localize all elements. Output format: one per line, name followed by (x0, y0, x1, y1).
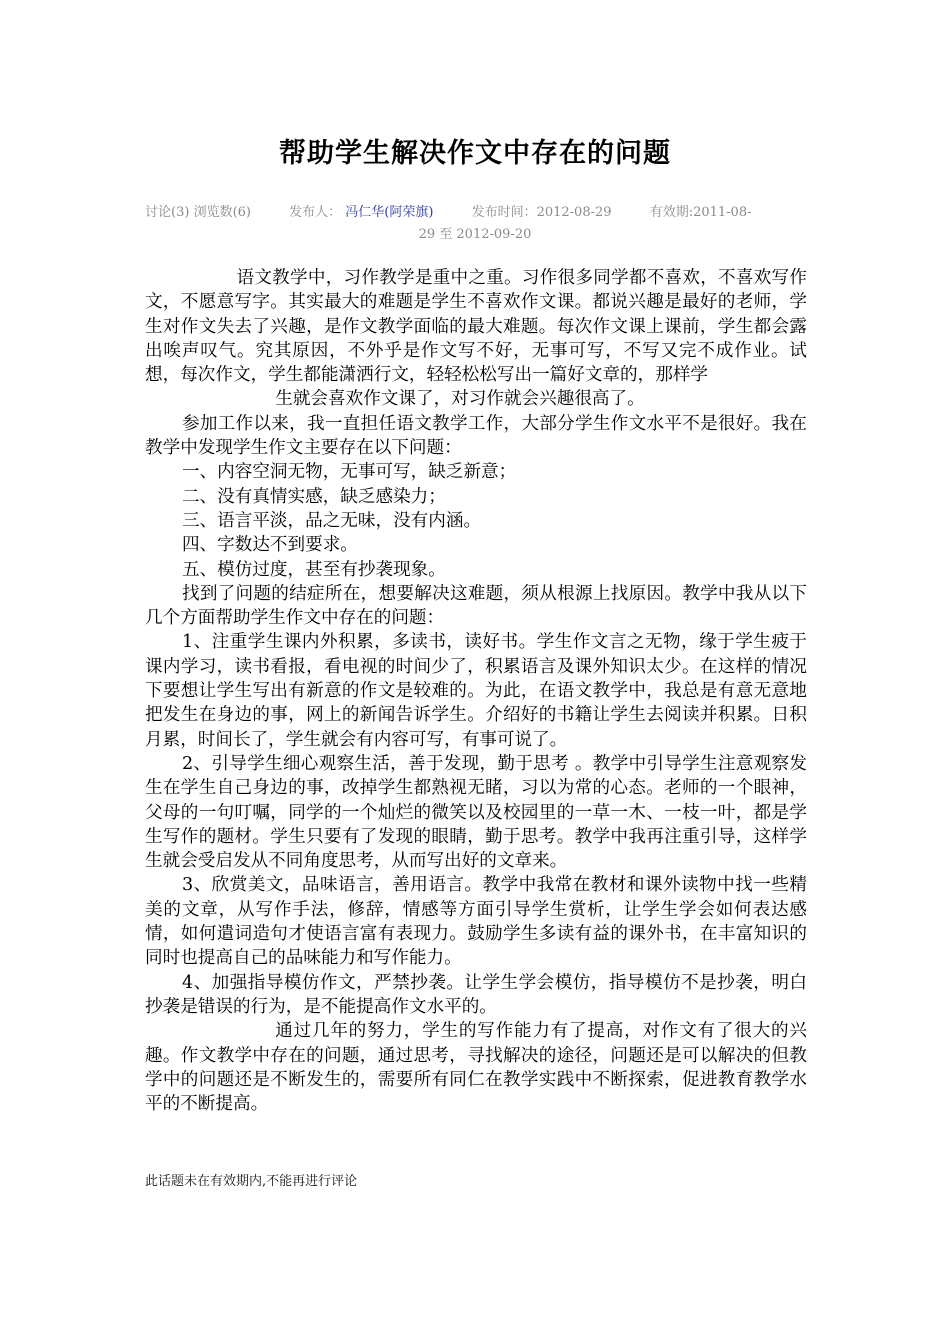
list-item: 五、模仿过度，甚至有抄袭现象。 (181, 559, 446, 580)
author-link[interactable]: 冯仁华(阿荣旗) (345, 205, 434, 220)
paragraph: 通过几年的努力，学生的写作能力有了提高，对作文有了很大的兴趣。作文教学中存在的问题，通过思考，寻找解决的途径，问题还是可以解决的但教学中的问题还是不断发生的，需要所有同仁在教学实践中不断探索，促进教育教学水平的不断提高。 (145, 1021, 807, 1115)
list-item: 四、字数达不到要求。 (181, 535, 358, 556)
author-label: 发布人： (289, 205, 342, 220)
article-body (145, 266, 807, 1116)
list-item: 三、语言平淡，品之无味，没有内涵。 (181, 510, 482, 531)
list-item: 二、没有真情实感，缺乏感染力； (181, 486, 446, 507)
valid-period-continued: 29 至 2012-09-20 (418, 227, 532, 242)
page-title: 帮助学生解决作文中存在的问题 (279, 138, 671, 169)
discuss-count[interactable]: 讨论(3) (145, 205, 190, 220)
paragraph: 1、注重学生课内外积累，多读书，读好书。学生作文言之无物，缘于学生疲于课内学习，读书看报，看电视的时间少了，积累语言及课外知识太少。在这样的情况下要想让学生写出有新意的作文是较难的。为此，在语文教学中，我总是有意无意地把发生在身边的事，网上的新闻告诉学生。介绍好的书籍让学生去阅读并积累。日积月累，时间长了，学生就会有内容可写，有事可说了。 (145, 632, 807, 750)
paragraph: 2、引导学生细心观察生活，善于发现，勤于思考 。教学中引导学生注意观察发生在学生自己身边的事，改掉学生都熟视无睹，习以为常的心态。老师的一个眼神，父母的一句叮嘱，同学的一个灿烂的微笑以及校园里的一草一木、一枝一叶，都是学生写作的题材。学生只要有了发现的眼睛，勤于思考。教学中我再注重引导，这样学生就会受启发从不同角度思考，从而写出好的文章来。 (145, 753, 807, 872)
paragraph: 生就会喜欢作文课了，对习作就会兴趣很高了。 (275, 389, 645, 410)
comment-closed-notice: 此话题未在有效期内,不能再进行评论 (145, 1174, 358, 1189)
view-count: 浏览数(6) (193, 205, 251, 220)
valid-period: 有效期:2011-08- (649, 205, 752, 220)
publish-time: 发布时间：2012-08-29 (471, 205, 612, 220)
list-item: 一、内容空洞无物，无事可写，缺乏新意； (181, 462, 517, 483)
paragraph: 语文教学中，习作教学是重中之重。习作很多同学都不喜欢，不喜欢写作文，不愿意写字。其实最大的难题是学生不喜欢作文课。都说兴趣是最好的老师，学生对作文失去了兴趣，是作文教学面临的最大难题。每次作文课上课前，学生都会露出唉声叹气。究其原因，不外乎是作文写不好，无事可写，不写又完不成作业。试想，每次作文，学生都能潇洒行文，轻轻松松写出一篇好文章的，那样学 (145, 268, 807, 386)
post-meta (145, 199, 810, 226)
paragraph: 找到了问题的结症所在，想要解决这难题，须从根源上找原因。教学中我从以下几个方面帮助学生作文中存在的问题： (145, 583, 807, 629)
paragraph: 3、欣赏美文，品味语言，善用语言。教学中我常在教材和课外读物中找一些精美的文章，从写作手法，修辞，情感等方面引导学生赏析，让学生学会如何表达感情，如何遣词造句才使语言富有表现力。鼓励学生多读有益的课外书，在丰富知识的同时也提高自己的品味能力和写作能力。 (145, 875, 807, 969)
paragraph: 4、加强指导模仿作文，严禁抄袭。让学生学会模仿，指导模仿不是抄袭，明白抄袭是错误的行为，是不能提高作文水平的。 (145, 972, 807, 1017)
paragraph: 参加工作以来，我一直担任语文教学工作，大部分学生作文水平不是很好。我在教学中发现学生作文主要存在以下问题： (145, 413, 807, 459)
